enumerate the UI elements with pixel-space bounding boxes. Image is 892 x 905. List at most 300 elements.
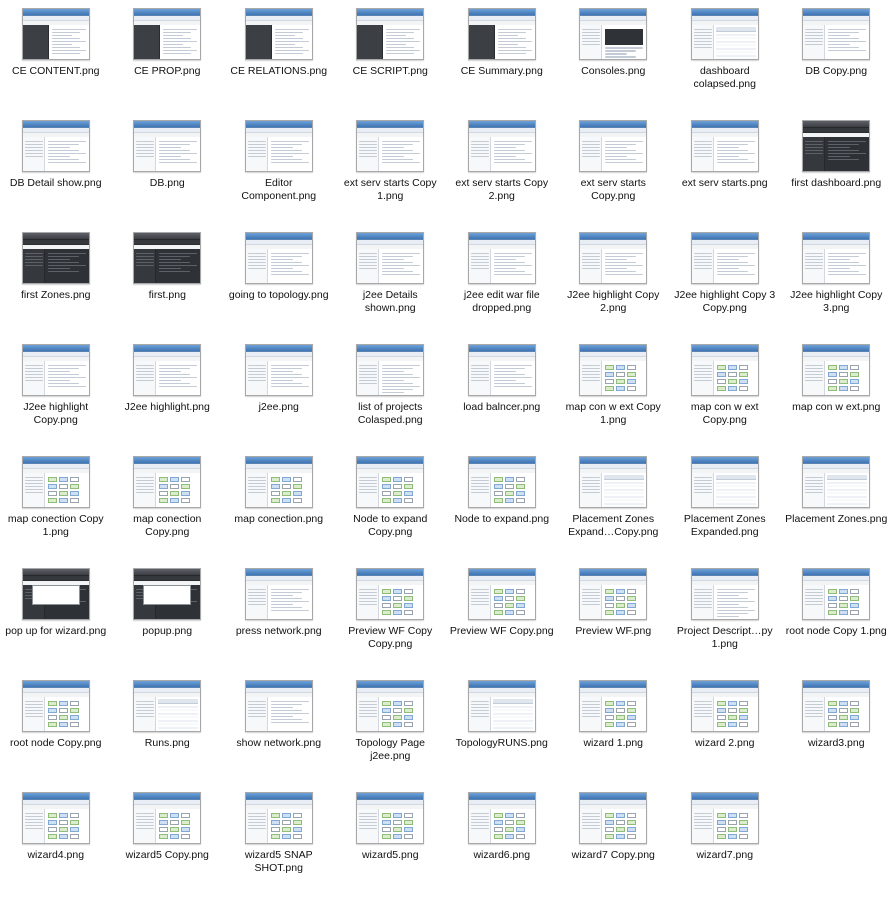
thumb-nav-line	[694, 377, 712, 379]
thumb-node	[605, 610, 614, 615]
thumb-node-row	[828, 365, 867, 370]
file-thumbnail[interactable]	[245, 568, 313, 620]
file-item[interactable]	[446, 228, 558, 340]
file-thumbnail[interactable]	[356, 568, 424, 620]
file-thumbnail[interactable]	[691, 456, 759, 508]
thumb-line	[605, 50, 636, 52]
thumb-nav-line	[582, 262, 600, 264]
file-item[interactable]	[335, 4, 447, 116]
thumb-line	[48, 265, 86, 267]
file-item[interactable]	[112, 564, 224, 676]
thumb-table-row	[716, 55, 756, 57]
thumb-nav-line	[25, 480, 43, 482]
file-item[interactable]	[781, 452, 892, 564]
file-item[interactable]	[669, 788, 781, 900]
thumb-body	[246, 809, 312, 843]
thumb-node	[48, 477, 57, 482]
thumb-titlebar	[469, 457, 535, 464]
file-item[interactable]	[0, 676, 112, 788]
thumb-line	[159, 147, 181, 149]
thumb-table-row	[716, 496, 756, 498]
thumb-node-row	[382, 820, 421, 825]
file-item[interactable]	[558, 564, 670, 676]
thumb-titlebar	[357, 121, 423, 128]
thumb-node	[393, 715, 402, 720]
file-thumbnail[interactable]	[22, 232, 90, 284]
file-item[interactable]	[0, 340, 112, 452]
file-item[interactable]	[335, 788, 447, 900]
file-item[interactable]	[781, 340, 892, 452]
thumb-nav-line	[248, 259, 266, 261]
thumb-line	[605, 274, 643, 276]
thumb-canvas	[714, 361, 758, 395]
thumb-line	[382, 274, 420, 276]
thumb-nav-line	[248, 380, 266, 382]
thumb-node	[616, 820, 625, 825]
file-thumbnail[interactable]	[579, 568, 647, 620]
thumb-sidebar	[134, 25, 160, 59]
file-thumbnail[interactable]	[245, 456, 313, 508]
thumb-line	[271, 719, 302, 721]
file-thumbnail[interactable]	[579, 344, 647, 396]
file-item[interactable]	[446, 4, 558, 116]
thumb-line	[494, 368, 525, 370]
thumb-node-row	[605, 603, 644, 608]
thumb-node	[494, 834, 503, 839]
file-item[interactable]	[0, 788, 112, 900]
thumb-body	[469, 697, 535, 731]
thumb-line	[271, 592, 302, 594]
file-thumbnail[interactable]	[22, 792, 90, 844]
file-thumbnail[interactable]	[356, 232, 424, 284]
file-thumbnail[interactable]	[468, 680, 536, 732]
file-thumbnail[interactable]	[356, 8, 424, 60]
file-thumbnail[interactable]	[22, 568, 90, 620]
file-thumbnail[interactable]	[133, 792, 201, 844]
thumb-table-row	[716, 503, 756, 505]
file-label: root node Copy.png	[10, 737, 102, 749]
thumb-nav-line	[25, 259, 43, 261]
thumb-node	[48, 701, 57, 706]
file-thumbnail[interactable]	[356, 792, 424, 844]
file-item[interactable]	[669, 452, 781, 564]
thumb-nav-line	[25, 492, 43, 494]
file-item[interactable]	[558, 116, 670, 228]
thumb-table-row	[493, 730, 533, 732]
file-item[interactable]	[669, 340, 781, 452]
thumb-node-row	[717, 372, 756, 377]
file-thumbnail[interactable]	[133, 680, 201, 732]
file-label: dashboard colapsed.png	[693, 65, 756, 90]
thumb-sidebar	[469, 809, 491, 843]
thumb-nav-line	[471, 813, 489, 815]
file-thumbnail[interactable]	[691, 792, 759, 844]
thumb-nav-line	[805, 153, 823, 155]
file-item[interactable]	[781, 228, 892, 340]
file-thumbnail[interactable]	[691, 120, 759, 172]
file-item[interactable]	[112, 228, 224, 340]
thumb-node	[382, 589, 391, 594]
thumb-node	[170, 827, 179, 832]
file-thumbnail[interactable]	[691, 680, 759, 732]
thumb-nav-line	[805, 480, 823, 482]
file-item[interactable]	[669, 228, 781, 340]
file-item[interactable]	[669, 4, 781, 116]
file-item[interactable]	[0, 116, 112, 228]
file-thumbnail[interactable]	[133, 232, 201, 284]
thumb-line	[159, 265, 197, 267]
file-thumbnail[interactable]	[691, 568, 759, 620]
file-item[interactable]	[446, 564, 558, 676]
thumb-nav-line	[471, 589, 489, 591]
file-item[interactable]	[669, 564, 781, 676]
file-thumbnail[interactable]	[691, 232, 759, 284]
file-thumbnail[interactable]	[468, 232, 536, 284]
thumb-node-row	[159, 484, 198, 489]
file-item[interactable]	[781, 4, 892, 116]
thumb-nav-line	[248, 483, 266, 485]
thumb-line	[48, 159, 79, 161]
file-thumbnail[interactable]	[579, 8, 647, 60]
thumb-nav-line	[25, 710, 43, 712]
thumb-node	[48, 715, 57, 720]
thumb-nav-line	[805, 141, 823, 143]
file-thumbnail[interactable]	[802, 680, 870, 732]
file-item[interactable]	[112, 676, 224, 788]
file-thumbnail[interactable]	[802, 568, 870, 620]
thumb-line	[52, 29, 86, 31]
thumb-canvas	[825, 697, 869, 731]
thumb-node	[605, 372, 614, 377]
file-thumbnail[interactable]	[468, 792, 536, 844]
thumb-window	[469, 9, 535, 59]
thumb-line	[275, 53, 303, 55]
file-item[interactable]	[669, 676, 781, 788]
file-thumbnail[interactable]	[468, 456, 536, 508]
thumb-node	[505, 827, 514, 832]
thumb-node	[605, 589, 614, 594]
thumb-nav-line	[805, 144, 823, 146]
thumb-nav-line	[25, 713, 43, 715]
thumb-node	[850, 365, 859, 370]
thumb-line	[159, 156, 181, 158]
file-label: ext serv starts Copy 1.png	[343, 177, 437, 202]
thumb-node	[850, 722, 859, 727]
thumb-titlebar	[134, 457, 200, 464]
thumb-nav-line	[359, 147, 377, 149]
file-label: first Zones.png	[21, 289, 91, 301]
thumb-window	[134, 121, 200, 171]
thumb-nav-line	[471, 371, 489, 373]
file-item[interactable]	[781, 116, 892, 228]
file-thumbnail[interactable]	[356, 680, 424, 732]
file-thumbnail[interactable]	[356, 120, 424, 172]
file-item[interactable]	[223, 340, 335, 452]
file-thumbnail[interactable]	[22, 680, 90, 732]
thumb-nav-line	[248, 268, 266, 270]
thumb-table-header	[716, 475, 756, 480]
thumb-node	[293, 834, 302, 839]
file-thumbnail[interactable]	[691, 8, 759, 60]
thumb-node	[382, 477, 391, 482]
thumb-titlebar	[580, 569, 646, 576]
thumb-node	[839, 603, 848, 608]
file-item[interactable]	[446, 676, 558, 788]
thumb-nav-line	[471, 701, 489, 703]
thumb-titlebar	[469, 681, 535, 688]
thumb-content	[49, 25, 89, 59]
thumb-body	[692, 585, 758, 619]
file-thumbnail[interactable]	[579, 456, 647, 508]
thumb-table-row	[827, 482, 867, 484]
file-item[interactable]	[335, 564, 447, 676]
file-item[interactable]	[223, 788, 335, 900]
file-thumbnail[interactable]	[22, 8, 90, 60]
thumb-titlebar	[692, 457, 758, 464]
file-item[interactable]	[112, 116, 224, 228]
thumb-node	[627, 722, 636, 727]
file-thumbnail[interactable]	[579, 120, 647, 172]
thumb-nav-line	[136, 150, 154, 152]
thumb-nav-line	[136, 825, 154, 827]
thumb-canvas	[45, 473, 89, 507]
thumb-window	[357, 681, 423, 731]
file-item[interactable]	[335, 452, 447, 564]
file-thumbnail[interactable]	[802, 8, 870, 60]
thumb-line	[605, 265, 643, 267]
thumb-titlebar	[692, 569, 758, 576]
file-label: TopologyRUNS.png	[455, 737, 548, 749]
thumb-line	[48, 150, 79, 152]
thumb-nav-line	[359, 489, 377, 491]
thumb-node	[728, 827, 737, 832]
thumb-content	[268, 137, 312, 171]
thumb-nav-line	[805, 592, 823, 594]
thumb-line	[382, 268, 404, 270]
thumb-node	[717, 372, 726, 377]
thumb-nav-line	[471, 477, 489, 479]
file-label: map con w ext.png	[792, 401, 881, 413]
file-thumbnail[interactable]	[468, 8, 536, 60]
thumb-node	[393, 708, 402, 713]
file-item[interactable]	[0, 452, 112, 564]
thumb-node	[59, 477, 68, 482]
file-thumbnail[interactable]	[22, 344, 90, 396]
thumb-line	[271, 253, 309, 255]
file-item[interactable]	[335, 228, 447, 340]
thumb-node	[382, 820, 391, 825]
thumb-line	[271, 598, 302, 600]
file-item[interactable]	[112, 340, 224, 452]
file-item[interactable]	[781, 676, 892, 788]
file-thumbnail[interactable]	[579, 680, 647, 732]
thumb-window	[580, 793, 646, 843]
thumb-nav-line	[471, 601, 489, 603]
thumb-nav-line	[582, 256, 600, 258]
thumb-titlebar	[803, 121, 869, 128]
file-item[interactable]	[558, 228, 670, 340]
thumb-sidebar	[23, 249, 45, 283]
thumb-line	[159, 268, 181, 270]
thumb-nav-line	[25, 716, 43, 718]
thumb-nav-line	[582, 604, 600, 606]
file-item[interactable]	[558, 340, 670, 452]
file-thumbnail[interactable]	[802, 456, 870, 508]
file-item[interactable]	[446, 116, 558, 228]
thumb-table-row	[716, 58, 756, 60]
thumb-body	[357, 249, 423, 283]
thumb-nav-line	[694, 595, 712, 597]
file-item[interactable]	[223, 4, 335, 116]
thumb-node	[616, 813, 625, 818]
thumb-nav-line	[471, 595, 489, 597]
file-item[interactable]	[558, 452, 670, 564]
file-thumbnail[interactable]	[691, 344, 759, 396]
thumb-line	[828, 262, 859, 264]
thumb-nav-line	[359, 377, 377, 379]
file-item[interactable]	[446, 452, 558, 564]
file-item[interactable]	[223, 452, 335, 564]
file-thumbnail[interactable]	[245, 120, 313, 172]
thumb-node	[516, 834, 525, 839]
file-thumbnail[interactable]	[579, 232, 647, 284]
file-label: Placement Zones Expand…Copy.png	[568, 513, 659, 538]
file-thumbnail[interactable]	[802, 344, 870, 396]
file-item[interactable]	[223, 116, 335, 228]
thumb-node	[516, 813, 525, 818]
thumb-nav-line	[694, 262, 712, 264]
thumb-titlebar	[357, 9, 423, 16]
thumb-node-row	[271, 484, 310, 489]
file-thumbnail[interactable]	[468, 568, 536, 620]
thumb-line	[271, 262, 302, 264]
thumb-canvas	[156, 473, 200, 507]
thumb-line	[498, 47, 526, 49]
file-thumbnail[interactable]	[468, 120, 536, 172]
file-item[interactable]	[558, 676, 670, 788]
thumb-line	[494, 147, 516, 149]
thumb-nav-line	[805, 35, 823, 37]
thumb-node-row	[48, 715, 87, 720]
file-item[interactable]	[446, 788, 558, 900]
file-item[interactable]	[223, 676, 335, 788]
thumb-node	[627, 827, 636, 832]
thumb-nav-line	[359, 710, 377, 712]
thumb-node	[59, 491, 68, 496]
thumb-line	[494, 265, 532, 267]
file-thumbnail[interactable]	[245, 680, 313, 732]
file-thumbnail[interactable]	[133, 344, 201, 396]
thumb-node	[516, 820, 525, 825]
thumb-window	[692, 121, 758, 171]
thumb-table-row	[716, 499, 756, 501]
file-thumbnail[interactable]	[133, 8, 201, 60]
file-item[interactable]	[781, 564, 892, 676]
file-item[interactable]	[0, 4, 112, 116]
file-label: map conection Copy 1.png	[7, 513, 104, 538]
thumb-line	[271, 607, 302, 609]
file-thumbnail[interactable]	[22, 456, 90, 508]
file-item[interactable]	[112, 4, 224, 116]
file-item[interactable]	[223, 564, 335, 676]
thumb-nav-line	[471, 707, 489, 709]
thumb-nav-line	[359, 483, 377, 485]
file-thumbnail[interactable]	[22, 120, 90, 172]
file-item[interactable]	[335, 340, 447, 452]
thumb-node	[70, 834, 79, 839]
thumb-nav-line	[359, 589, 377, 591]
file-item[interactable]	[558, 4, 670, 116]
file-thumbnail[interactable]	[133, 568, 201, 620]
thumb-nav-line	[582, 141, 600, 143]
file-item[interactable]	[335, 116, 447, 228]
file-thumbnail[interactable]	[802, 120, 870, 172]
thumb-line	[717, 610, 755, 612]
thumb-window	[134, 457, 200, 507]
file-thumbnail[interactable]	[133, 120, 201, 172]
thumb-window	[580, 9, 646, 59]
file-thumbnail[interactable]	[468, 344, 536, 396]
thumb-nav-line	[694, 144, 712, 146]
thumb-body	[803, 137, 869, 171]
thumb-line	[494, 383, 525, 385]
thumb-node	[616, 379, 625, 384]
file-thumbnail[interactable]	[579, 792, 647, 844]
thumb-nav-line	[136, 259, 154, 261]
thumb-content	[602, 25, 646, 59]
thumb-node	[59, 708, 68, 713]
thumb-table-row	[158, 727, 198, 729]
thumb-node	[170, 491, 179, 496]
file-item[interactable]	[446, 340, 558, 452]
thumb-sidebar	[246, 249, 268, 283]
thumb-window	[580, 569, 646, 619]
thumb-nav-line	[471, 598, 489, 600]
thumb-node	[627, 379, 636, 384]
file-thumbnail[interactable]	[356, 456, 424, 508]
thumb-line	[275, 44, 295, 46]
thumb-nav-line	[25, 141, 43, 143]
thumb-node	[271, 813, 280, 818]
thumb-node	[505, 477, 514, 482]
file-thumbnail[interactable]	[245, 8, 313, 60]
file-thumbnail[interactable]	[245, 344, 313, 396]
file-item[interactable]	[112, 788, 224, 900]
thumb-window	[23, 569, 89, 619]
file-thumbnail[interactable]	[245, 792, 313, 844]
file-item[interactable]	[669, 116, 781, 228]
file-item[interactable]	[0, 228, 112, 340]
file-thumbnail[interactable]	[356, 344, 424, 396]
thumb-node-row	[382, 715, 421, 720]
thumb-nav-line	[471, 828, 489, 830]
thumb-sidebar	[580, 809, 602, 843]
file-thumbnail[interactable]	[133, 456, 201, 508]
file-item[interactable]	[112, 452, 224, 564]
thumb-nav-line	[25, 489, 43, 491]
file-item[interactable]	[335, 676, 447, 788]
file-thumbnail[interactable]	[245, 232, 313, 284]
file-item[interactable]	[558, 788, 670, 900]
thumb-node	[828, 603, 837, 608]
thumb-nav-line	[471, 153, 489, 155]
file-thumbnail[interactable]	[802, 232, 870, 284]
file-item[interactable]	[223, 228, 335, 340]
thumb-node	[839, 365, 848, 370]
file-item[interactable]	[0, 564, 112, 676]
thumb-node-row	[494, 589, 533, 594]
thumb-line	[48, 365, 86, 367]
